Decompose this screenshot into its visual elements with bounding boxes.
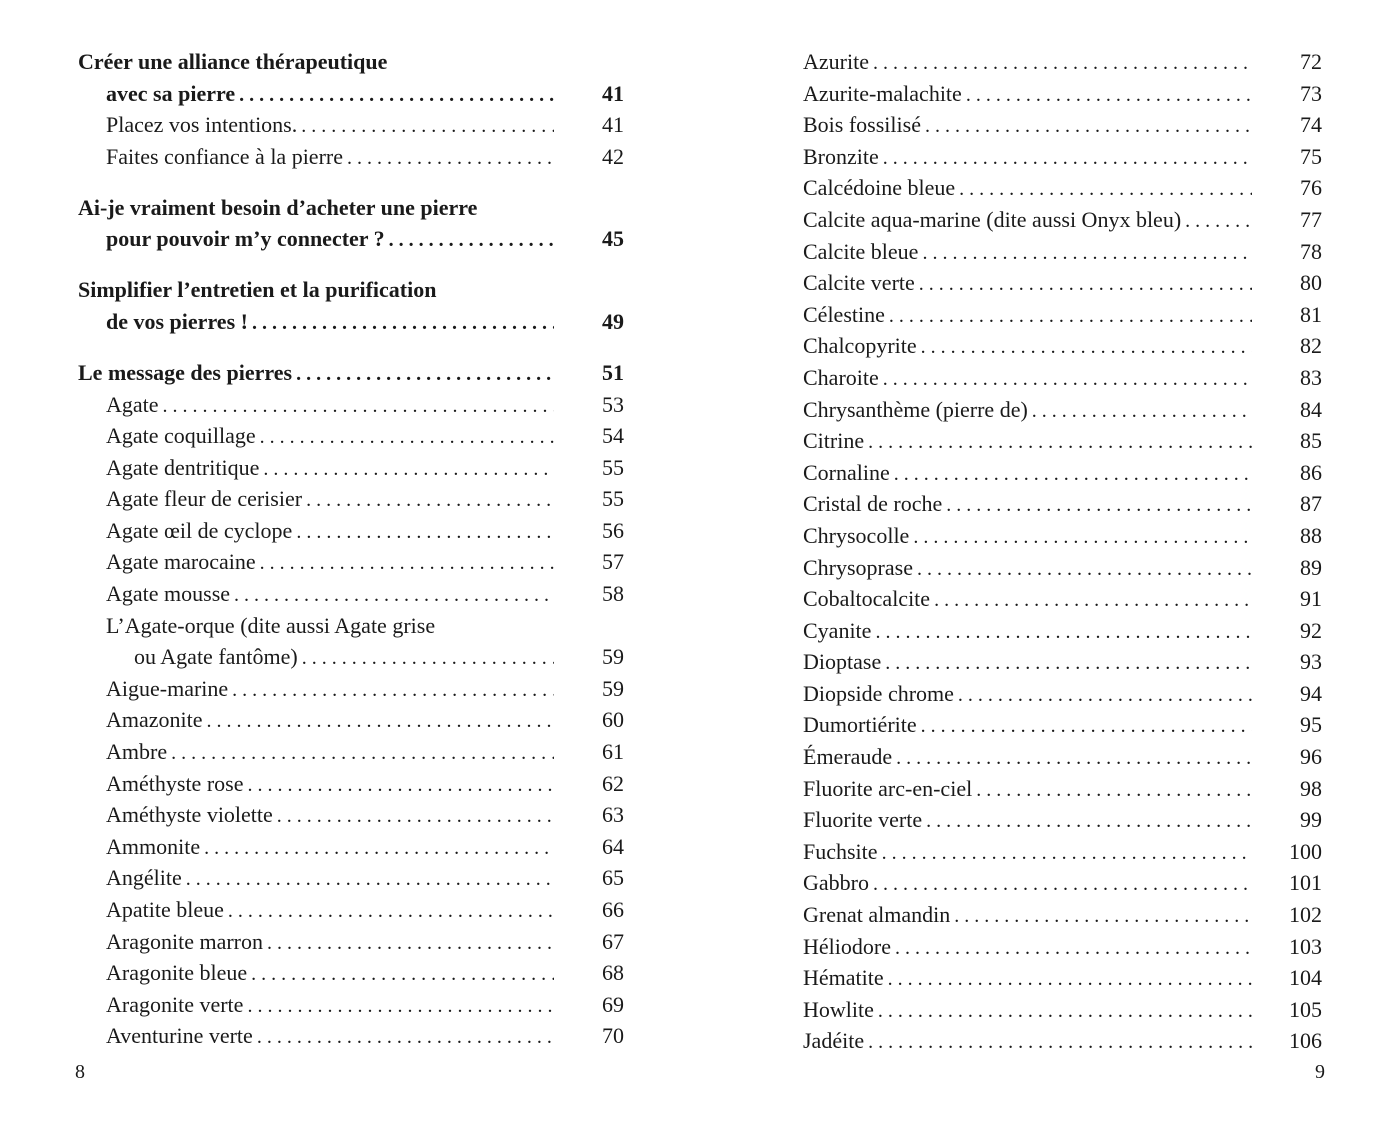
dot-leader <box>247 959 554 991</box>
dot-leader <box>864 1027 1252 1059</box>
toc-entry[interactable] <box>78 452 624 484</box>
toc-heading[interactable] <box>78 46 624 78</box>
toc-entry-label: Fluorite verte <box>803 807 923 833</box>
dot-leader <box>1028 396 1252 428</box>
toc-page-number: 94 <box>1300 680 1322 706</box>
toc-entry-label: Ambre <box>106 739 168 765</box>
dot-leader <box>890 459 1252 491</box>
toc-page-number: 53 <box>602 391 624 417</box>
toc-page-number: 81 <box>1300 301 1322 327</box>
toc-entry[interactable] <box>803 172 1322 204</box>
toc-page-number: 41 <box>602 80 624 106</box>
toc-page-number: 76 <box>1300 175 1322 201</box>
dot-leader <box>224 896 554 928</box>
toc-page-number: 91 <box>1300 586 1322 612</box>
toc-page-number: 77 <box>1300 206 1322 232</box>
toc-page-number: 55 <box>602 454 624 480</box>
toc-page-number: 69 <box>602 991 624 1017</box>
toc-entry[interactable] <box>78 768 624 800</box>
toc-page-number: 67 <box>602 928 624 954</box>
dot-leader <box>297 111 554 143</box>
toc-page-number: 65 <box>602 865 624 891</box>
toc-entry[interactable] <box>803 615 1322 647</box>
dot-leader <box>879 364 1252 396</box>
toc-entry-label: Améthyste violette <box>106 802 273 828</box>
dot-leader <box>298 643 554 675</box>
dot-leader <box>871 617 1252 649</box>
dot-leader <box>942 490 1252 522</box>
page-number-left: 8 <box>75 1061 85 1083</box>
dot-leader <box>869 869 1252 901</box>
section-gap <box>78 172 624 191</box>
toc-page-number: 63 <box>602 802 624 828</box>
toc-page-number: 57 <box>602 549 624 575</box>
toc-entry-label: Célestine <box>803 301 885 327</box>
toc-entry[interactable] <box>803 709 1322 741</box>
toc-page-number: 86 <box>1300 459 1322 485</box>
toc-entry[interactable] <box>78 799 624 831</box>
toc-page-number: 41 <box>602 112 624 138</box>
toc-entry-label: Bronzite <box>803 143 879 169</box>
toc-entry[interactable] <box>803 741 1322 773</box>
toc-right <box>803 46 1322 1057</box>
toc-entry[interactable] <box>803 330 1322 362</box>
toc-entry-label: L’Agate-orque (dite aussi Agate grise <box>106 612 436 638</box>
toc-page-number: 105 <box>1289 996 1322 1022</box>
toc-entry-label: Calcédoine bleue <box>803 175 956 201</box>
toc-entry[interactable] <box>803 962 1322 994</box>
toc-page-number: 56 <box>602 517 624 543</box>
toc-page-number: 45 <box>602 226 624 252</box>
dot-leader <box>263 928 554 960</box>
dot-leader <box>879 143 1252 175</box>
toc-entry-label: Agate mousse <box>106 581 231 607</box>
dot-leader <box>921 111 1252 143</box>
toc-entry-label: Améthyste rose <box>106 770 244 796</box>
toc-page-number: 78 <box>1300 238 1322 264</box>
dot-leader <box>954 680 1252 712</box>
toc-page-number: 101 <box>1289 870 1322 896</box>
toc-page-number: 85 <box>1300 428 1322 454</box>
toc-entry-label: Aigue-marine <box>106 675 229 701</box>
toc-entry[interactable] <box>78 515 624 547</box>
toc-entry[interactable] <box>803 488 1322 520</box>
toc-entry[interactable] <box>803 141 1322 173</box>
toc-entry-label: Cobaltocalcite <box>803 586 931 612</box>
toc-page-number: 88 <box>1300 522 1322 548</box>
toc-entry-label: Chalcopyrite <box>803 333 917 359</box>
toc-entry-label: Ai-je vraiment besoin d’acheter une pierre <box>78 194 478 220</box>
toc-page-number: 99 <box>1300 807 1322 833</box>
toc-entry-label: Grenat almandin <box>803 902 951 928</box>
toc-page-number: 42 <box>602 143 624 169</box>
toc-page-number: 75 <box>1300 143 1322 169</box>
toc-entry[interactable] <box>78 420 624 452</box>
toc-heading[interactable] <box>78 306 624 338</box>
dot-leader <box>167 738 554 770</box>
toc-entry-label: Aragonite marron <box>106 928 263 954</box>
toc-entry[interactable] <box>803 552 1322 584</box>
toc-entry-label: Fuchsite <box>803 838 878 864</box>
toc-entry-label: pour pouvoir m’y connecter ? <box>106 226 385 252</box>
toc-entry-label: Calcite bleue <box>803 238 919 264</box>
dot-leader <box>343 143 554 175</box>
toc-entry[interactable] <box>78 704 624 736</box>
toc-entry-label: Créer une alliance thérapeutique <box>78 49 388 74</box>
toc-entry[interactable] <box>78 641 624 673</box>
toc-entry[interactable] <box>803 78 1322 110</box>
toc-entry-label: Simplifier l’entretien et la purification <box>78 277 437 303</box>
toc-page-number: 98 <box>1300 775 1322 801</box>
toc-entry[interactable] <box>803 836 1322 868</box>
right-page <box>700 0 1400 1133</box>
toc-entry[interactable] <box>78 141 624 173</box>
toc-entry-label: Placez vos intentions. <box>106 112 298 138</box>
toc-entry-label: Agate <box>106 391 159 417</box>
toc-entry[interactable] <box>78 736 624 768</box>
toc-page-number: 104 <box>1289 965 1322 991</box>
dot-leader <box>892 743 1252 775</box>
dot-leader <box>385 225 554 257</box>
dot-leader <box>253 1022 554 1054</box>
toc-entry-label: Hématite <box>803 965 884 991</box>
toc-entry[interactable] <box>803 46 1322 78</box>
dot-leader <box>884 964 1252 996</box>
toc-entry-label: Diopside chrome <box>803 680 954 706</box>
toc-entry-label: Agate fleur de cerisier <box>106 486 303 512</box>
dot-leader <box>972 775 1252 807</box>
dot-leader <box>885 301 1252 333</box>
toc-entry-label: Apatite bleue <box>106 897 224 923</box>
dot-leader <box>230 580 554 612</box>
toc-entry-label: de vos pierres ! <box>106 308 248 334</box>
toc-page-number: 93 <box>1300 649 1322 675</box>
toc-entry-label: Héliodore <box>803 933 891 959</box>
toc-entry-label: Chrysanthème (pierre de) <box>803 396 1028 422</box>
toc-entry[interactable] <box>803 867 1322 899</box>
dot-leader <box>930 585 1252 617</box>
toc-entry-label: Gabbro <box>803 870 869 896</box>
toc-entry[interactable] <box>803 773 1322 805</box>
toc-entry[interactable] <box>78 1020 624 1052</box>
toc-entry-label: Angélite <box>106 865 182 891</box>
toc-entry-label: Bois fossilisé <box>803 112 921 138</box>
toc-page-number: 70 <box>602 1023 624 1049</box>
toc-entry-label: Faites confiance à la pierre <box>106 143 343 169</box>
toc-heading[interactable] <box>78 223 624 255</box>
dot-leader <box>874 996 1252 1028</box>
toc-entry-label: Agate œil de cyclope <box>106 517 293 543</box>
toc-entry-label: Cornaline <box>803 459 890 485</box>
toc-entry[interactable] <box>78 483 624 515</box>
toc-entry[interactable] <box>803 1025 1322 1057</box>
toc-entry-label: Agate dentritique <box>106 454 260 480</box>
toc-entry[interactable] <box>803 109 1322 141</box>
dot-leader <box>203 706 554 738</box>
toc-entry[interactable] <box>78 926 624 958</box>
dot-leader <box>182 864 554 896</box>
toc-entry-label: Dumortiérite <box>803 712 917 738</box>
dot-leader <box>955 174 1252 206</box>
dot-leader <box>878 838 1252 870</box>
toc-page-number: 83 <box>1300 364 1322 390</box>
toc-entry-label: Cyanite <box>803 617 872 643</box>
toc-entry-label: Calcite verte <box>803 270 915 296</box>
toc-entry[interactable] <box>803 457 1322 489</box>
toc-entry[interactable] <box>78 989 624 1021</box>
toc-entry-label: Dioptase <box>803 649 882 675</box>
toc-entry-label: Amazonite <box>106 707 203 733</box>
toc-entry-label: Azurite-malachite <box>803 80 962 106</box>
dot-leader <box>248 308 554 340</box>
toc-entry[interactable] <box>803 583 1322 615</box>
toc-page-number: 55 <box>602 486 624 512</box>
dot-leader <box>256 548 554 580</box>
toc-page-number: 64 <box>602 833 624 859</box>
toc-page-number: 100 <box>1289 838 1322 864</box>
toc-page-number: 74 <box>1300 112 1322 138</box>
toc-entry-label: avec sa pierre <box>106 80 236 106</box>
toc-entry[interactable] <box>803 994 1322 1026</box>
toc-entry[interactable] <box>803 267 1322 299</box>
toc-entry-label: Le message des pierres <box>78 359 293 385</box>
toc-entry-label: Chrysocolle <box>803 522 910 548</box>
toc-page-number: 89 <box>1300 554 1322 580</box>
toc-entry[interactable] <box>803 425 1322 457</box>
toc-entry-label: Jadéite <box>803 1028 865 1054</box>
toc-heading[interactable] <box>78 274 624 306</box>
dot-leader <box>302 485 554 517</box>
toc-entry[interactable] <box>803 520 1322 552</box>
toc-entry[interactable] <box>78 610 624 642</box>
toc-page-number: 58 <box>602 581 624 607</box>
toc-entry-label: Fluorite arc-en-ciel <box>803 775 973 801</box>
toc-entry-label: Chrysoprase <box>803 554 913 580</box>
dot-leader <box>962 80 1252 112</box>
dot-leader <box>235 80 554 112</box>
toc-heading[interactable] <box>78 192 624 224</box>
toc-page-number: 96 <box>1300 744 1322 770</box>
toc-page-number: 59 <box>602 644 624 670</box>
toc-heading[interactable] <box>78 78 624 110</box>
toc-entry[interactable] <box>803 931 1322 963</box>
toc-entry-label: Charoite <box>803 364 879 390</box>
dot-leader <box>273 801 554 833</box>
dot-leader <box>922 806 1252 838</box>
toc-entry[interactable] <box>78 862 624 894</box>
dot-leader <box>292 517 554 549</box>
toc-page-number: 61 <box>602 739 624 765</box>
toc-entry-label: Agate marocaine <box>106 549 256 575</box>
toc-entry[interactable] <box>803 394 1322 426</box>
toc-entry-label: Citrine <box>803 428 865 454</box>
dot-leader <box>915 269 1252 301</box>
dot-leader <box>891 933 1252 965</box>
section-gap <box>78 338 624 357</box>
toc-page-number: 54 <box>602 423 624 449</box>
toc-entry-label: Calcite aqua-marine (dite aussi Onyx bleu) <box>803 206 1182 232</box>
toc-entry[interactable] <box>78 578 624 610</box>
toc-entry-label: Agate coquillage <box>106 423 256 449</box>
toc-entry[interactable] <box>803 204 1322 236</box>
dot-leader <box>228 675 554 707</box>
toc-entry[interactable] <box>78 831 624 863</box>
toc-entry-label: ou Agate fantôme) <box>134 644 298 670</box>
toc-entry-label: Aragonite verte <box>106 991 244 1017</box>
toc-entry-label: Ammonite <box>106 833 201 859</box>
toc-entry-label: Howlite <box>803 996 874 1022</box>
toc-entry-label: Aragonite bleue <box>106 960 248 986</box>
toc-entry[interactable] <box>803 646 1322 678</box>
toc-page-number: 103 <box>1289 933 1322 959</box>
dot-leader <box>950 901 1252 933</box>
toc-page-number: 49 <box>602 308 624 334</box>
section-gap <box>78 255 624 274</box>
dot-leader <box>909 522 1252 554</box>
toc-page-number: 87 <box>1300 491 1322 517</box>
toc-page-number: 73 <box>1300 80 1322 106</box>
toc-entry[interactable] <box>803 362 1322 394</box>
toc-page-number: 68 <box>602 960 624 986</box>
toc-left <box>78 46 624 1052</box>
dot-leader <box>917 711 1252 743</box>
toc-page-number: 60 <box>602 707 624 733</box>
toc-page-number: 106 <box>1289 1028 1322 1054</box>
page-number-right: 9 <box>1315 1061 1325 1083</box>
dot-leader <box>918 238 1252 270</box>
toc-entry-label: Émeraude <box>803 744 893 770</box>
toc-page-number: 51 <box>602 359 624 385</box>
toc-page-number: 59 <box>602 675 624 701</box>
toc-page-number: 62 <box>602 770 624 796</box>
dot-leader <box>292 359 554 391</box>
toc-entry[interactable] <box>78 894 624 926</box>
dot-leader <box>1181 206 1252 238</box>
dot-leader <box>869 48 1252 80</box>
dot-leader <box>256 422 554 454</box>
dot-leader <box>881 648 1252 680</box>
toc-heading[interactable] <box>78 357 624 389</box>
toc-page-number: 102 <box>1289 902 1322 928</box>
dot-leader <box>159 391 554 423</box>
toc-page-number: 82 <box>1300 333 1322 359</box>
toc-entry[interactable] <box>803 236 1322 268</box>
toc-entry[interactable] <box>78 109 624 141</box>
toc-entry[interactable] <box>803 678 1322 710</box>
toc-page-number: 84 <box>1300 396 1322 422</box>
toc-page-number: 72 <box>1300 49 1322 74</box>
toc-entry[interactable] <box>78 389 624 421</box>
toc-entry[interactable] <box>78 673 624 705</box>
dot-leader <box>864 427 1252 459</box>
toc-entry[interactable] <box>78 546 624 578</box>
toc-entry[interactable] <box>803 804 1322 836</box>
dot-leader <box>259 454 554 486</box>
toc-page-number: 95 <box>1300 712 1322 738</box>
toc-entry[interactable] <box>803 899 1322 931</box>
toc-entry[interactable] <box>78 957 624 989</box>
toc-page-number: 80 <box>1300 270 1322 296</box>
dot-leader <box>913 554 1252 586</box>
toc-page-number: 66 <box>602 897 624 923</box>
toc-page-number: 92 <box>1300 617 1322 643</box>
dot-leader <box>200 833 554 865</box>
toc-entry-label: Cristal de roche <box>803 491 943 517</box>
dot-leader <box>917 332 1252 364</box>
toc-entry[interactable] <box>803 299 1322 331</box>
dot-leader <box>243 991 554 1023</box>
dot-leader <box>243 770 554 802</box>
toc-entry-label: Aventurine verte <box>106 1023 253 1049</box>
toc-entry-label: Azurite <box>803 49 869 74</box>
